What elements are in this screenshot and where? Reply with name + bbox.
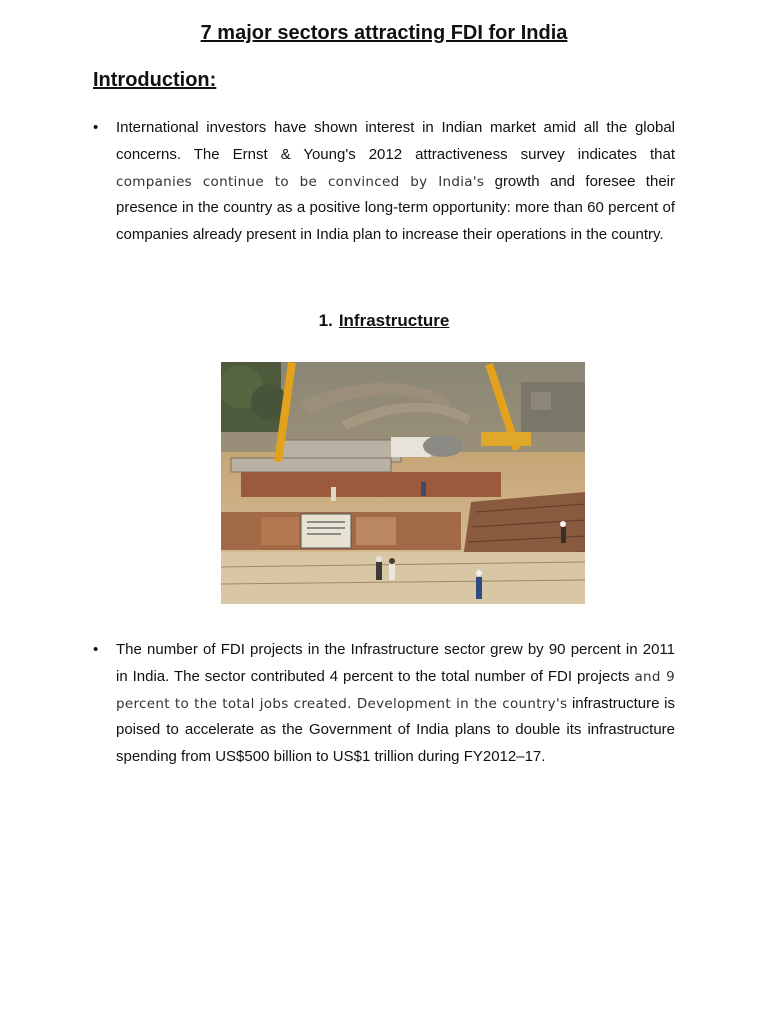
introduction-paragraph xyxy=(93,115,675,249)
intro-text-part2: companies continue to be convinced by India's xyxy=(116,173,485,190)
introduction-list xyxy=(93,115,675,249)
document-title xyxy=(0,22,768,45)
infra-text-part3: infrastructure is poised to accelerate as the Government of India plans to double its infrastructure spending from US$500 billion to US$1 trillion during FY2012–17. xyxy=(116,694,675,766)
infra-text-part1: The number of FDI projects in the Infrastructure sector grew by 90 percent in 2011 in India. The sector contributed 4 percent to the total number of FDI projects xyxy=(116,641,675,685)
document-title-text: 7 major sectors attracting FDI for India xyxy=(200,22,568,44)
section-title: Infrastructure xyxy=(338,311,450,330)
intro-text-part3: growth and foresee their presence in the country as a positive long-term opportunity: more than 60 percent of companies already present in India plan to increase their operations in the country. xyxy=(116,172,675,244)
bullet-icon: • xyxy=(93,119,99,136)
infrastructure-paragraph xyxy=(93,637,675,771)
bullet-icon: • xyxy=(93,641,99,658)
section-heading-infrastructure xyxy=(0,311,768,331)
infrastructure-list xyxy=(93,637,675,771)
infra-text-part2: and 9 percent to the total jobs created. Development in the country's xyxy=(116,668,675,712)
construction-site-image xyxy=(221,362,585,604)
intro-text-part1: International investors have shown interest in Indian market amid all the global concerns. The Ernst & Young's 2012 attractiveness survey indicates that xyxy=(116,119,675,163)
introduction-heading: Introduction: xyxy=(93,69,217,91)
infrastructure-construction-photo xyxy=(221,362,585,604)
section-number: 1. xyxy=(318,311,333,330)
